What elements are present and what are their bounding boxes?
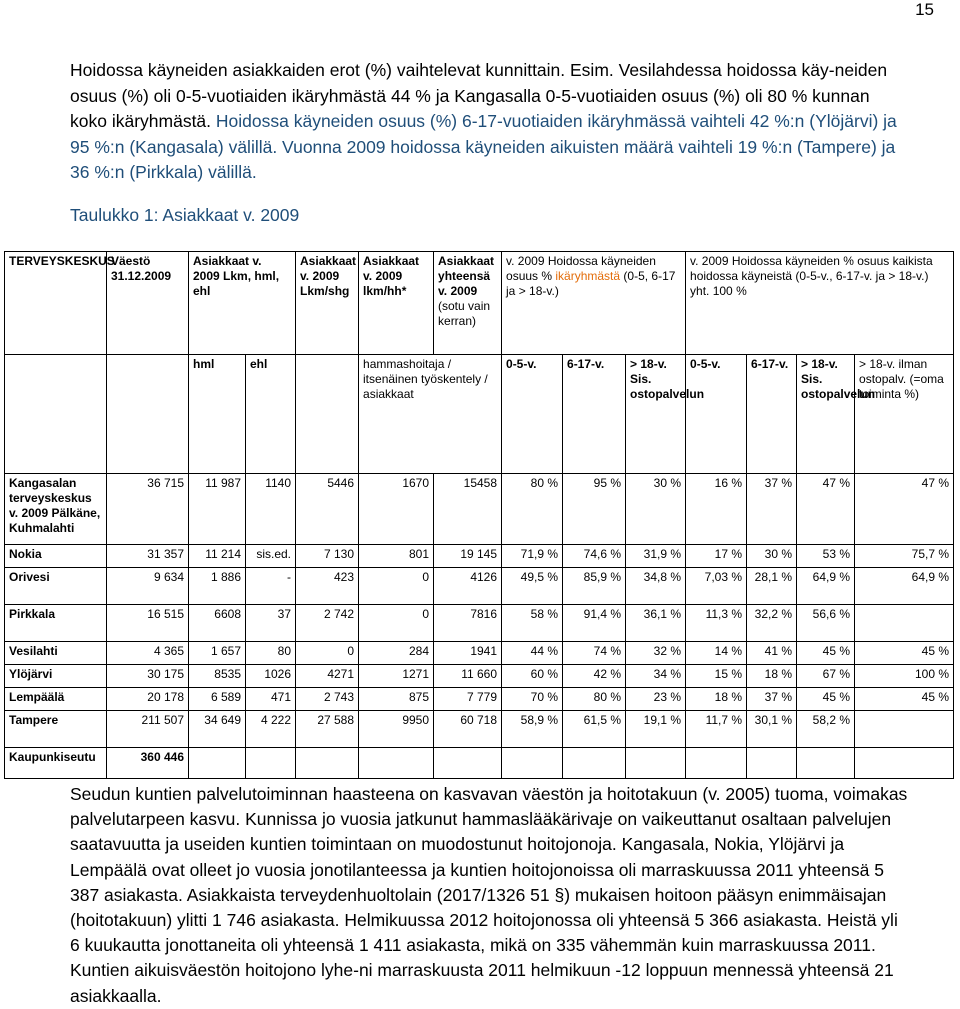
- cell-ehl: 1140: [246, 474, 296, 545]
- cell-hml: 1 657: [189, 642, 246, 665]
- cell-a-6-17: 91,4 %: [563, 605, 626, 642]
- cell-hh: 1271: [359, 665, 434, 688]
- intro-text-part1: Hoidossa käyneiden asiakkaiden erot (%) vaihtelevat kunnittain. Esim. Vesilahdessa hoidossa käy-neiden osuus (%) oli 0-5-vuotiaiden ikäryhmästä 44 % ja Kangasalla 0-5-vuotiaiden osuus (%) oli 80 % kunnan koko ikäryhmästä.: [70, 60, 888, 132]
- cell-a-0-5: 60 %: [502, 665, 563, 688]
- row-name: Kangasalan terveyskeskus v. 2009 Pälkäne, Kuhmalahti: [5, 474, 107, 545]
- subheader-a-0-5: 0-5-v.: [502, 355, 563, 474]
- cell-yhteensa: 11 660: [434, 665, 502, 688]
- cell-a-18: 34 %: [626, 665, 686, 688]
- header-yhteensa-label: Asiakkaat yhteensä v. 2009: [438, 254, 495, 298]
- cell-b-6-17: 41 %: [747, 642, 797, 665]
- cell-yhteensa: 1941: [434, 642, 502, 665]
- cell-a-18: 34,8 %: [626, 568, 686, 605]
- table-row: [5, 642, 954, 665]
- cell-a-6-17: 85,9 %: [563, 568, 626, 605]
- subheader-a-18-sis: > 18-v. Sis. ostopalvelun: [626, 355, 686, 474]
- cell-ehl: 4 222: [246, 711, 296, 748]
- cell-ehl: 471: [246, 688, 296, 711]
- cell-a-18: 19,1 %: [626, 711, 686, 748]
- row-name: Vesilahti: [5, 642, 107, 665]
- cell-a-0-5: 70 %: [502, 688, 563, 711]
- total-vaesto: 360 446: [107, 748, 189, 779]
- cell-a-6-17: 74 %: [563, 642, 626, 665]
- cell-yhteensa: 7816: [434, 605, 502, 642]
- cell-vaesto: 20 178: [107, 688, 189, 711]
- cell-a-18: 32 %: [626, 642, 686, 665]
- cell-b-6-17: 30 %: [747, 545, 797, 568]
- header-asiakkaat-hml-ehl: Asiakkaat v. 2009 Lkm, hml, ehl: [189, 252, 296, 355]
- row-name: Ylöjärvi: [5, 665, 107, 688]
- subheader-a-6-17: 6-17-v.: [563, 355, 626, 474]
- cell-vaesto: 31 357: [107, 545, 189, 568]
- cell-b-18: 45 %: [797, 688, 855, 711]
- cell-hh: 284: [359, 642, 434, 665]
- cell-b-18-ilman: 45 %: [855, 642, 954, 665]
- cell-b-18: 67 %: [797, 665, 855, 688]
- cell-a-0-5: 58 %: [502, 605, 563, 642]
- cell-shg: 2 743: [296, 688, 359, 711]
- cell-hml: 1 886: [189, 568, 246, 605]
- cell-b-6-17: 18 %: [747, 665, 797, 688]
- cell-b-6-17: 30,1 %: [747, 711, 797, 748]
- conclusion-paragraph: Seudun kuntien palvelutoiminnan haasteena on kasvavan väestön ja hoitotakuun (v. 2005) tuoma, voimakas palvelutarpeen kasvu. Kunnissa jo vuosia jatkunut hammaslääkärivaje on vaikeuttanut osaltaan palvelujen saatavuutta ja useiden kuntien toimintaan on muodostunut hoitojonoja. Kangasala, Nokia, Ylöjärvi ja Lempäälä ovat olleet jo vuosia jonotilanteessa ja kuntien hoitojonoissa oli marraskuussa 2011 yhteensä 5 387 asiakasta. Asiakkaista terveydenhuoltolain (2017/1326 51 §) mukaisen hoitoon pääsyn enimmäisajan (hoitotakuun) ylitti 1 746 asiakasta. Helmikuussa 2012 hoitojonossa oli yhteensä 5 366 asiakasta. Heistä yli 6 kuukautta jonottaneita oli yhteensä 1 411 asiakasta, mikä on 335 vähemmän kuin marraskuussa 2011. Kuntien aikuisväestön hoitojono lyhe-ni marraskuusta 2011 helmikuun -12 loppuun mennessä yhteensä 21 asiakkaalla.: [70, 784, 908, 1006]
- table-row: [5, 474, 954, 545]
- cell-a-6-17: 80 %: [563, 688, 626, 711]
- cell-vaesto: 36 715: [107, 474, 189, 545]
- row-name: Pirkkala: [5, 605, 107, 642]
- row-name: Lempäälä: [5, 688, 107, 711]
- cell-shg: 7 130: [296, 545, 359, 568]
- header-pct-kaikista: v. 2009 Hoidossa käyneiden % osuus kaikista hoidossa käyneistä (0-5-v., 6-17-v. ja > 18-v.) yht. 100 %: [686, 252, 954, 355]
- header-pct-ikaryhmasta: [502, 252, 686, 355]
- cell-b-6-17: 37 %: [747, 688, 797, 711]
- page-number: 15: [915, 0, 934, 19]
- cell-a-18: 30 %: [626, 474, 686, 545]
- cell-b-18-ilman: [855, 711, 954, 748]
- header-pct1-post: (0-5, 6-17 ja > 18-v.): [506, 269, 676, 298]
- cell-a-6-17: 95 %: [563, 474, 626, 545]
- header-asiakkaat-hh: Asiakkaat v. 2009 lkm/hh*: [359, 252, 434, 355]
- subheader-b-0-5: 0-5-v.: [686, 355, 747, 474]
- intro-text-part2: Hoidossa käyneiden osuus (%) 6-17-vuotiaiden ikäryhmässä vaihteli 42 %:n (Ylöjärvi) ja 95 %:n (Kangasala) välillä. Vuonna 2009 hoidossa käyneiden aikuisten määrä vaihteli 19 %:n (Tampere) ja 36 %:n (Pirkkala) välillä.: [70, 111, 897, 183]
- cell-shg: 0: [296, 642, 359, 665]
- subheader-hml: hml: [189, 355, 246, 474]
- cell-b-18-ilman: 47 %: [855, 474, 954, 545]
- cell-ehl: sis.ed.: [246, 545, 296, 568]
- cell-vaesto: 16 515: [107, 605, 189, 642]
- header-pct1-highlight: ikäryhmästä: [555, 269, 621, 283]
- cell-yhteensa: 4126: [434, 568, 502, 605]
- cell-a-6-17: 74,6 %: [563, 545, 626, 568]
- cell-b-18: 56,6 %: [797, 605, 855, 642]
- cell-hh: 875: [359, 688, 434, 711]
- cell-hh: 0: [359, 568, 434, 605]
- cell-vaesto: 30 175: [107, 665, 189, 688]
- row-name: Nokia: [5, 545, 107, 568]
- cell-b-18-ilman: 64,9 %: [855, 568, 954, 605]
- cell-b-0-5: 11,7 %: [686, 711, 747, 748]
- cell-b-0-5: 18 %: [686, 688, 747, 711]
- table-total-row: [5, 748, 954, 779]
- table-row: [5, 568, 954, 605]
- cell-b-6-17: 37 %: [747, 474, 797, 545]
- cell-b-18: 58,2 %: [797, 711, 855, 748]
- clients-table: [4, 251, 954, 779]
- cell-b-6-17: 32,2 %: [747, 605, 797, 642]
- cell-hml: 6 589: [189, 688, 246, 711]
- cell-hml: 11 214: [189, 545, 246, 568]
- header-asiakkaat-shg: Asiakkaat v. 2009 Lkm/shg: [296, 252, 359, 355]
- cell-yhteensa: 60 718: [434, 711, 502, 748]
- cell-a-6-17: 61,5 %: [563, 711, 626, 748]
- cell-vaesto: 9 634: [107, 568, 189, 605]
- table-row: [5, 665, 954, 688]
- cell-shg: 5446: [296, 474, 359, 545]
- cell-shg: 423: [296, 568, 359, 605]
- cell-hml: 6608: [189, 605, 246, 642]
- header-asiakkaat-yhteensa: [434, 252, 502, 355]
- cell-b-0-5: 15 %: [686, 665, 747, 688]
- cell-hml: 34 649: [189, 711, 246, 748]
- table-caption: Taulukko 1: Asiakkaat v. 2009: [70, 205, 300, 225]
- total-name: Kaupunkiseutu: [5, 748, 107, 779]
- cell-ehl: 1026: [246, 665, 296, 688]
- cell-b-18: 47 %: [797, 474, 855, 545]
- cell-ehl: 37: [246, 605, 296, 642]
- cell-b-0-5: 16 %: [686, 474, 747, 545]
- intro-paragraph: [70, 58, 910, 186]
- cell-hml: 11 987: [189, 474, 246, 545]
- cell-b-0-5: 14 %: [686, 642, 747, 665]
- row-name: Orivesi: [5, 568, 107, 605]
- cell-a-0-5: 71,9 %: [502, 545, 563, 568]
- cell-a-0-5: 58,9 %: [502, 711, 563, 748]
- cell-shg: 2 742: [296, 605, 359, 642]
- table-row: [5, 545, 954, 568]
- cell-b-18: 45 %: [797, 642, 855, 665]
- cell-hh: 0: [359, 605, 434, 642]
- cell-b-6-17: 28,1 %: [747, 568, 797, 605]
- table-header-row-2: [5, 355, 954, 474]
- cell-yhteensa: 15458: [434, 474, 502, 545]
- header-terveyskeskus: TERVEYSKESKUS: [5, 252, 107, 355]
- table-row: [5, 688, 954, 711]
- table-row: [5, 711, 954, 748]
- cell-b-0-5: 17 %: [686, 545, 747, 568]
- subheader-ehl: ehl: [246, 355, 296, 474]
- subheader-hammashoitaja: hammashoitaja / itsenäinen työskentely / asiakkaat: [359, 355, 502, 474]
- cell-hml: 8535: [189, 665, 246, 688]
- subheader-b-18-ilman: > 18-v. ilman ostopalv. (=oma toiminta %): [855, 355, 954, 474]
- cell-shg: 4271: [296, 665, 359, 688]
- subheader-b-6-17: 6-17-v.: [747, 355, 797, 474]
- cell-ehl: -: [246, 568, 296, 605]
- cell-a-18: 36,1 %: [626, 605, 686, 642]
- cell-b-18: 53 %: [797, 545, 855, 568]
- cell-hh: 801: [359, 545, 434, 568]
- cell-shg: 27 588: [296, 711, 359, 748]
- header-vaesto: Väestö 31.12.2009: [107, 252, 189, 355]
- cell-vaesto: 211 507: [107, 711, 189, 748]
- header-pct1-pre: v. 2009 Hoidossa käyneiden osuus %: [506, 254, 656, 283]
- cell-b-0-5: 7,03 %: [686, 568, 747, 605]
- cell-a-18: 23 %: [626, 688, 686, 711]
- cell-b-18-ilman: 75,7 %: [855, 545, 954, 568]
- cell-hh: 1670: [359, 474, 434, 545]
- cell-b-18: 64,9 %: [797, 568, 855, 605]
- subheader-b-18-sis: > 18-v. Sis. ostopalvelun: [797, 355, 855, 474]
- cell-a-0-5: 80 %: [502, 474, 563, 545]
- cell-yhteensa: 19 145: [434, 545, 502, 568]
- cell-b-18-ilman: [855, 605, 954, 642]
- cell-b-0-5: 11,3 %: [686, 605, 747, 642]
- cell-yhteensa: 7 779: [434, 688, 502, 711]
- row-name: Tampere: [5, 711, 107, 748]
- cell-hh: 9950: [359, 711, 434, 748]
- table-header-row-1: [5, 252, 954, 355]
- cell-a-0-5: 49,5 %: [502, 568, 563, 605]
- table-row: [5, 605, 954, 642]
- cell-vaesto: 4 365: [107, 642, 189, 665]
- cell-ehl: 80: [246, 642, 296, 665]
- header-sotu-note: (sotu vain kerran): [438, 299, 491, 328]
- cell-a-6-17: 42 %: [563, 665, 626, 688]
- cell-b-18-ilman: 45 %: [855, 688, 954, 711]
- cell-a-18: 31,9 %: [626, 545, 686, 568]
- cell-b-18-ilman: 100 %: [855, 665, 954, 688]
- cell-a-0-5: 44 %: [502, 642, 563, 665]
